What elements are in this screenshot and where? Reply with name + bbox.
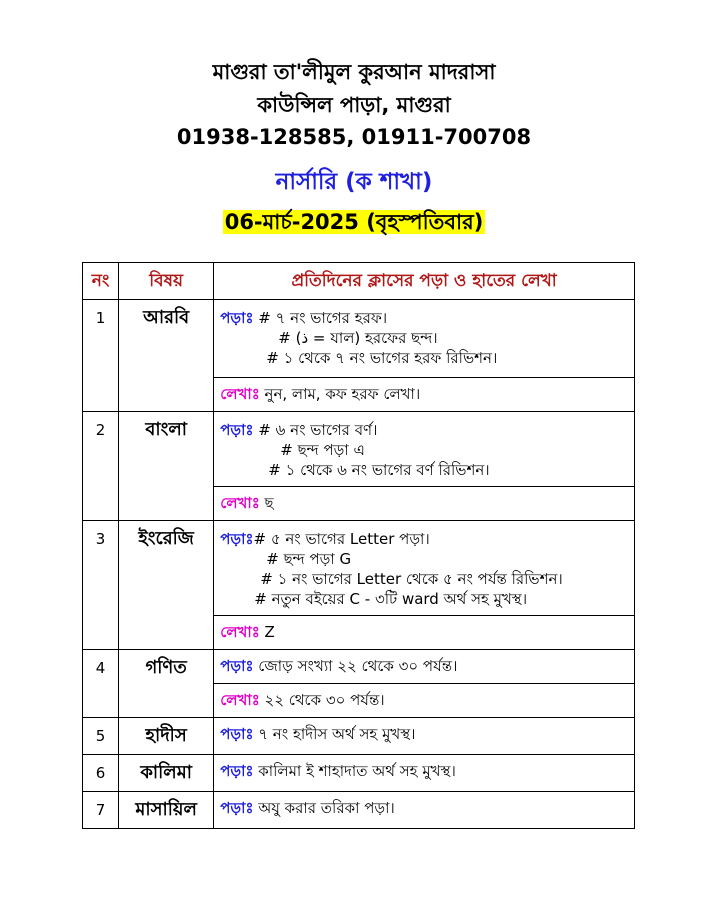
read-label: পড়াঃ [220,762,254,780]
date-highlight: 06-মার্চ-2025 (বৃহস্পতিবার) [224,210,484,234]
read-line: # ৫ নং ভাগের Letter পড়া। [253,530,430,548]
write-text: ছ [264,494,274,512]
read-line: ৭ নং হাদীস অর্থ সহ মুখস্থ। [258,725,416,743]
write-text: নুন, লাম, কফ হরফ লেখা। [264,385,421,403]
read-line: # ছন্দ পড়া এ [280,441,365,459]
write-label: লেখাঃ [220,494,260,512]
row-subject: কালিমা [119,755,214,792]
read-cell [214,718,635,755]
date-line [0,208,708,236]
row-subject: বাংলা [119,412,214,521]
write-label: লেখাঃ [220,691,260,709]
read-label: পড়াঃ [220,421,254,439]
row-subject: হাদীস [119,718,214,755]
read-label: পড়াঃ [220,657,254,675]
read-cell [214,412,635,487]
table-row [83,412,635,487]
row-number: 5 [83,718,119,755]
write-label: লেখাঃ [220,385,260,403]
table-row [83,650,635,684]
read-line: # ১ থেকে ৬ নং ভাগের বর্ণ রিভিশন। [268,461,490,479]
read-label: পড়াঃ [220,799,254,817]
read-line: # ৭ নং ভাগের হরফ। [258,309,388,327]
write-cell [214,378,635,412]
table-row [83,718,635,755]
read-line: # ৬ নং ভাগের বর্ণ। [258,421,378,439]
read-line: # ছন্দ পড়া G [266,550,352,568]
row-number: 7 [83,792,119,829]
school-address: কাউন্সিল পাড়া, মাগুরা [257,93,451,117]
read-line: কালিমা ই শাহাদাত অর্থ সহ মুখস্থ। [258,762,456,780]
read-line: # ১ থেকে ৭ নং ভাগের হরফ রিভিশন। [266,349,498,367]
read-cell [214,792,635,829]
row-number: 6 [83,755,119,792]
header-number: নং [83,263,119,300]
table-header-row [83,263,635,300]
write-text: ২২ থেকে ৩০ পর্যন্ত। [264,691,385,709]
table-row [83,755,635,792]
read-line: # নতুন বইয়ের C - ৩টি ward অর্থ সহ মুখস্থ। [254,590,528,608]
read-cell [214,650,635,684]
read-label: পড়াঃ [220,530,254,548]
read-line: অযু করার তরিকা পড়া। [258,799,395,817]
read-label: পড়াঃ [220,309,254,327]
row-subject: আরবি [119,300,214,412]
read-line: # (ذ = যাল) হরফের ছন্দ। [278,329,438,347]
read-label: পড়াঃ [220,725,254,743]
row-subject: গণিত [119,650,214,718]
header-subject: বিষয় [119,263,214,300]
write-label: লেখাঃ [220,623,260,641]
class-title: নার্সারি (ক শাখা) [275,169,433,195]
write-cell [214,616,635,650]
read-line: জোড় সংখ্যা ২২ থেকে ৩০ পর্যন্ত। [258,657,458,675]
school-name: মাগুরা তা'লীমুল কুরআন মাদরাসা [212,60,496,84]
read-cell [214,755,635,792]
lesson-table [82,262,635,829]
read-cell [214,521,635,616]
row-number: 2 [83,412,119,521]
row-number: 4 [83,650,119,718]
table-row [83,521,635,616]
row-number: 1 [83,300,119,412]
header-details: প্রতিদিনের ক্লাসের পড়া ও হাতের লেখা [214,263,635,300]
row-subject: মাসায়িল [119,792,214,829]
phone-numbers: 01938-128585, 01911-700708 [176,125,532,149]
write-text: Z [264,623,275,641]
read-cell [214,300,635,378]
write-cell [214,684,635,718]
table-row [83,300,635,378]
row-number: 3 [83,521,119,650]
row-subject: ইংরেজি [119,521,214,650]
write-cell [214,487,635,521]
read-line: # ১ নং ভাগের Letter থেকে ৫ নং পর্যন্ত রিভিশন। [260,570,563,588]
table-row [83,792,635,829]
